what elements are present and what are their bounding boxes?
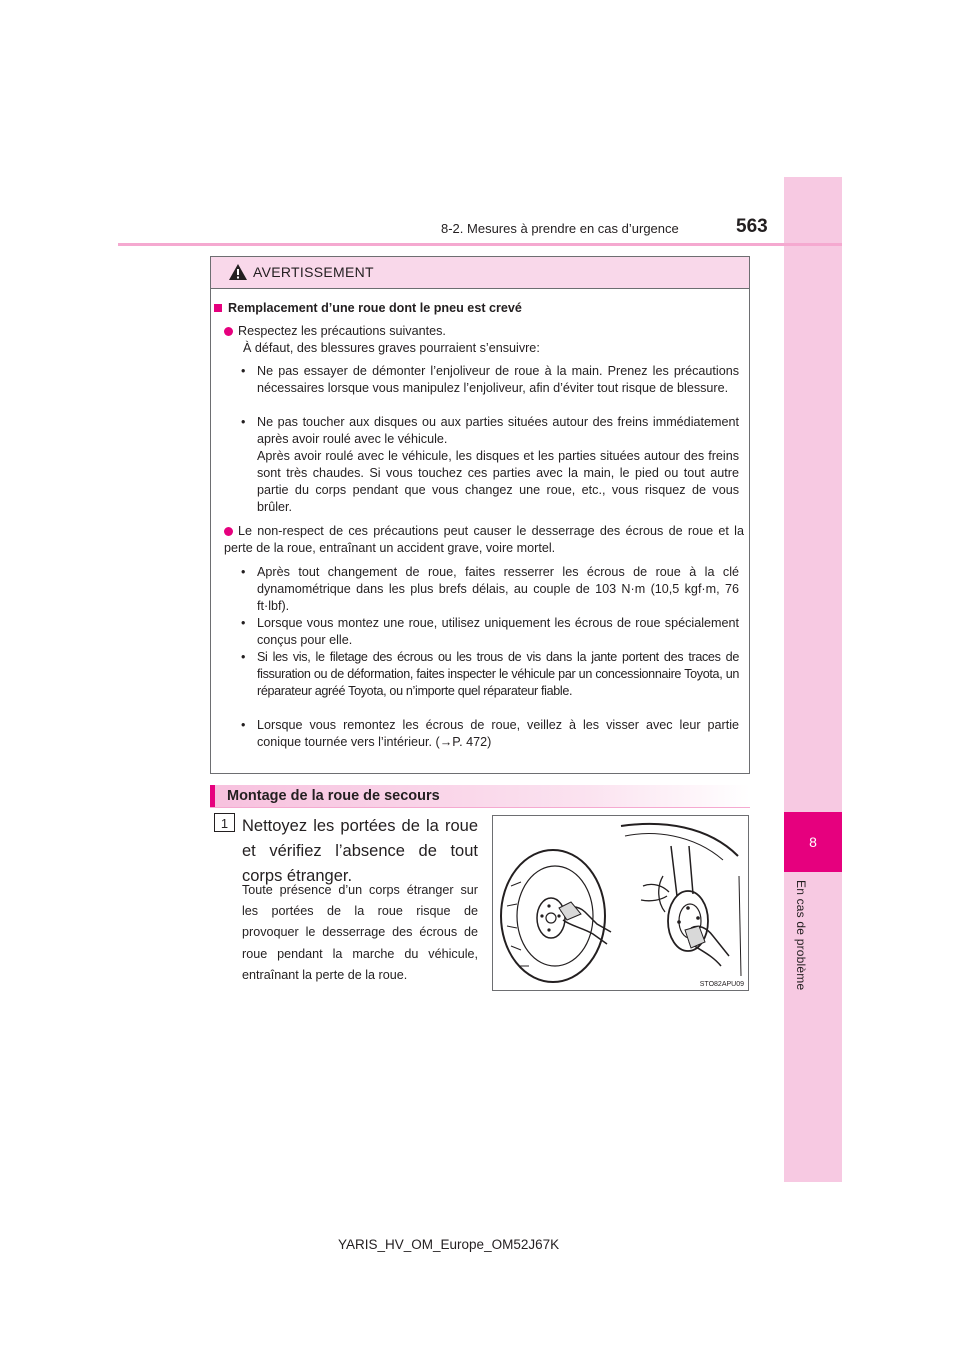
warning-header [211,257,749,289]
circle-bullet-icon [224,527,233,536]
document-footer: YARIS_HV_OM_Europe_OM52J67K [338,1237,560,1252]
wheel-cleaning-drawing [493,816,748,990]
section-header-underline [210,807,750,808]
header-divider [118,243,842,246]
square-bullet-icon [214,304,222,312]
section-title: 8-2. Mesures à prendre en cas d’urgence [441,221,679,236]
step-note: Toute présence d’un corps étranger sur les portées de la roue risque de provoquer le desserrage des écrous de roue pendant la marche du véhicule, entraînant la perte de la roue. [242,883,478,982]
warning-bullet: • Ne pas toucher aux disques ou aux parties situées autour des freins immédiatement après avoir roulé avec le véhicule. [241,415,739,446]
section-header [210,785,750,808]
warning-heading: Remplacement d’une roue dont le pneu est crevé [214,300,522,317]
section-header-title: Montage de la roue de secours [227,788,440,804]
warning-bullet: • Lorsque vous remontez les écrous de roue, veillez à les visser avec leur partie conique tournée vers l’intérieur. (→P. 472) [241,718,739,749]
step-number-box: 1 [214,813,235,832]
chapter-number: 8 [784,812,842,872]
warning-title: AVERTISSEMENT [253,264,374,280]
step-instruction: Nettoyez les portées de la roue et vérifiez l’absence de tout corps étranger. [242,817,478,885]
warning-triangle-icon [228,263,248,281]
warning-point-2: Le non-respect de ces précautions peut causer le desserrage des écrous de roue et la perte de la roue, entraînant un accident grave, voire mortel. [224,524,744,555]
figure-code: STO82APU09 [699,981,744,988]
warning-bullet-continuation: Après avoir roulé avec le véhicule, les disques et les parties situées autour des freins sont très chaudes. Si vous touchez ces parties avec la main, le pied ou tout autre partie du corps pendant que vous changez une roue, etc., vous risquez de vous brûler. [257,449,739,514]
warning-point-1: Respectez les précautions suivantes. À défaut, des blessures graves pourraient s’ensuivre: [224,323,744,357]
circle-bullet-icon [224,327,233,336]
wheel-illustration [492,815,749,991]
chapter-label: En cas de problème [794,880,808,991]
warning-bullet: • Si les vis, le filetage des écrous ou les trous de vis dans la jante portent des traces de fissuration ou de déformation, faites inspecter le véhicule par un concessionnaire Toyota, un réparateur agréé Toyota, ou n’importe quel réparateur fiable. [241,650,739,698]
warning-bullet: • Après tout changement de roue, faites resserrer les écrous de roue à la clé dynamométrique dans les plus brefs délais, au couple de 103 N·m (10,5 kgf·m, 76 ft·lbf). [241,565,739,613]
warning-bullet: • Ne pas essayer de démonter l’enjoliveur de roue à la main. Prenez les précautions nécessaires lorsque vous manipulez l’enjoliveur, afin d’éviter tout risque de blessure. [241,364,739,395]
warning-box [210,256,750,774]
warning-bullet: • Lorsque vous montez une roue, utilisez uniquement les écrous de roue spécialement conçus pour elle. [241,616,739,647]
page-number: 563 [736,216,768,237]
